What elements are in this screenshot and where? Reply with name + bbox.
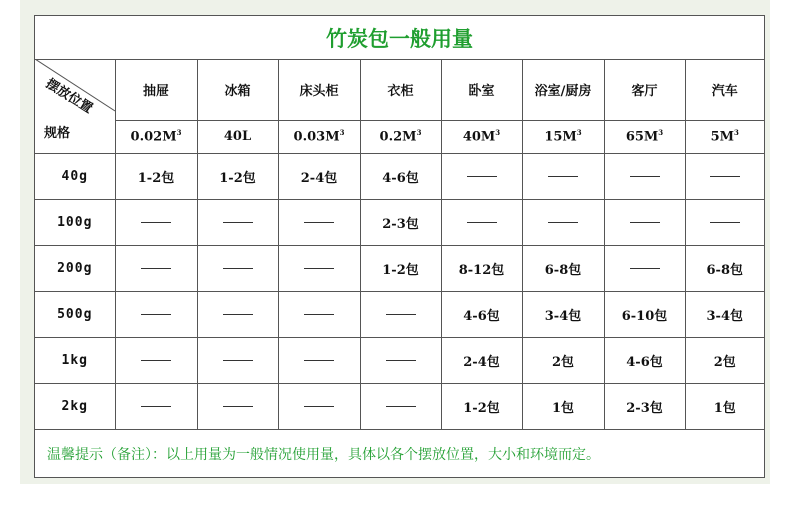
corner-header-cell [35, 59, 115, 153]
not-applicable-cell [360, 337, 441, 383]
dash-line [223, 360, 253, 361]
table-row [35, 291, 764, 337]
placement-header: 床头柜 [278, 59, 360, 120]
dash-line [223, 268, 253, 269]
dash-line [710, 176, 740, 177]
dash-line [548, 176, 578, 177]
not-applicable-cell [522, 153, 604, 199]
volume-superscript: 3 [176, 128, 182, 138]
table-row [35, 337, 764, 383]
volume-value: 0.03M [293, 129, 340, 145]
dash-line [386, 360, 416, 361]
spec-cell: 500g [35, 291, 115, 337]
table-row [35, 199, 764, 245]
not-applicable-cell [360, 291, 441, 337]
table-row [35, 383, 764, 429]
usage-cell: 2-3包 [604, 383, 685, 429]
volume-value: 5M [710, 129, 735, 145]
not-applicable-cell [604, 199, 685, 245]
not-applicable-cell [604, 153, 685, 199]
usage-cell: 6-10包 [604, 291, 685, 337]
table-row [35, 153, 764, 199]
usage-cell: 2-4包 [441, 337, 522, 383]
dash-line [141, 222, 171, 223]
volume-value: 15M [544, 129, 577, 145]
placement-volume [604, 120, 685, 153]
placement-header: 浴室/厨房 [522, 59, 604, 120]
not-applicable-cell [278, 337, 360, 383]
spec-cell: 100g [35, 199, 115, 245]
dash-line [141, 406, 171, 407]
dash-line [386, 314, 416, 315]
usage-cell: 6-8包 [685, 245, 764, 291]
dash-line [304, 268, 334, 269]
not-applicable-cell [441, 199, 522, 245]
usage-cell: 3-4包 [522, 291, 604, 337]
volume-superscript: 3 [495, 128, 501, 138]
dash-line [630, 268, 660, 269]
usage-cell: 8-12包 [441, 245, 522, 291]
dash-line [141, 360, 171, 361]
dash-line [223, 222, 253, 223]
volume-superscript: 3 [658, 128, 664, 138]
volume-value: 40M [462, 129, 496, 145]
usage-cell: 2包 [522, 337, 604, 383]
not-applicable-cell [115, 291, 197, 337]
usage-cell: 4-6包 [604, 337, 685, 383]
not-applicable-cell [197, 291, 278, 337]
dash-line [141, 268, 171, 269]
usage-cell: 1-2包 [197, 153, 278, 199]
dash-line [630, 222, 660, 223]
usage-cell: 2包 [685, 337, 764, 383]
placement-header: 客厅 [604, 59, 685, 120]
not-applicable-cell [115, 199, 197, 245]
dash-line [304, 360, 334, 361]
not-applicable-cell [278, 245, 360, 291]
volume-superscript: 3 [734, 128, 739, 138]
not-applicable-cell [278, 199, 360, 245]
usage-table-sheet [34, 15, 765, 478]
usage-cell: 3-4包 [685, 291, 764, 337]
dash-line [386, 406, 416, 407]
placement-header: 卧室 [441, 59, 522, 120]
volume-value: 0.2M [379, 129, 417, 145]
usage-cell: 1-2包 [115, 153, 197, 199]
dash-line [710, 222, 740, 223]
usage-cell: 1-2包 [360, 245, 441, 291]
placement-header: 汽车 [685, 59, 764, 120]
usage-cell: 2-4包 [278, 153, 360, 199]
volume-superscript: 3 [339, 128, 345, 138]
spec-cell: 1kg [35, 337, 115, 383]
usage-cell: 4-6包 [360, 153, 441, 199]
placement-volume [115, 120, 197, 153]
usage-grid [35, 59, 764, 430]
not-applicable-cell [685, 153, 764, 199]
usage-cell: 2-3包 [360, 199, 441, 245]
corner-spec-label: 规格 [44, 126, 71, 141]
dash-line [141, 314, 171, 315]
usage-cell: 4-6包 [441, 291, 522, 337]
not-applicable-cell [115, 383, 197, 429]
usage-cell: 1包 [522, 383, 604, 429]
usage-note: 温馨提示（备注）：以上用量为一般情况使用量，具体以各个摆放位置，大小和环境而定。 [35, 429, 764, 477]
not-applicable-cell [604, 245, 685, 291]
volume-value: 0.02M [130, 129, 177, 145]
dash-line [467, 222, 497, 223]
usage-cell: 1包 [685, 383, 764, 429]
table-row [35, 245, 764, 291]
placement-header: 抽屉 [115, 59, 197, 120]
volume-superscript: 3 [576, 128, 582, 138]
placement-header: 冰箱 [197, 59, 278, 120]
spec-cell: 200g [35, 245, 115, 291]
dash-line [304, 314, 334, 315]
volume-superscript: 3 [416, 128, 422, 138]
not-applicable-cell [115, 245, 197, 291]
not-applicable-cell [197, 245, 278, 291]
spec-cell: 40g [35, 153, 115, 199]
placement-volume [197, 120, 278, 153]
not-applicable-cell [360, 383, 441, 429]
placement-volume [685, 120, 764, 153]
not-applicable-cell [522, 199, 604, 245]
volume-value: 65M [625, 129, 659, 145]
not-applicable-cell [278, 383, 360, 429]
dash-line [304, 406, 334, 407]
placement-volume [522, 120, 604, 153]
not-applicable-cell [441, 153, 522, 199]
usage-cell: 1-2包 [441, 383, 522, 429]
placement-volume [441, 120, 522, 153]
dash-line [223, 314, 253, 315]
spec-cell: 2kg [35, 383, 115, 429]
usage-cell: 6-8包 [522, 245, 604, 291]
dash-line [304, 222, 334, 223]
dash-line [630, 176, 660, 177]
placement-volume [278, 120, 360, 153]
not-applicable-cell [197, 337, 278, 383]
dash-line [223, 406, 253, 407]
not-applicable-cell [115, 337, 197, 383]
placement-header: 衣柜 [360, 59, 441, 120]
table-title: 竹炭包一般用量 [35, 16, 764, 60]
placement-volume [360, 120, 441, 153]
corner-placement-label: 摆放位置 [42, 76, 95, 117]
dash-line [548, 222, 578, 223]
not-applicable-cell [685, 199, 764, 245]
not-applicable-cell [278, 291, 360, 337]
dash-line [467, 176, 497, 177]
not-applicable-cell [197, 199, 278, 245]
not-applicable-cell [197, 383, 278, 429]
volume-value: 40L [223, 129, 252, 144]
